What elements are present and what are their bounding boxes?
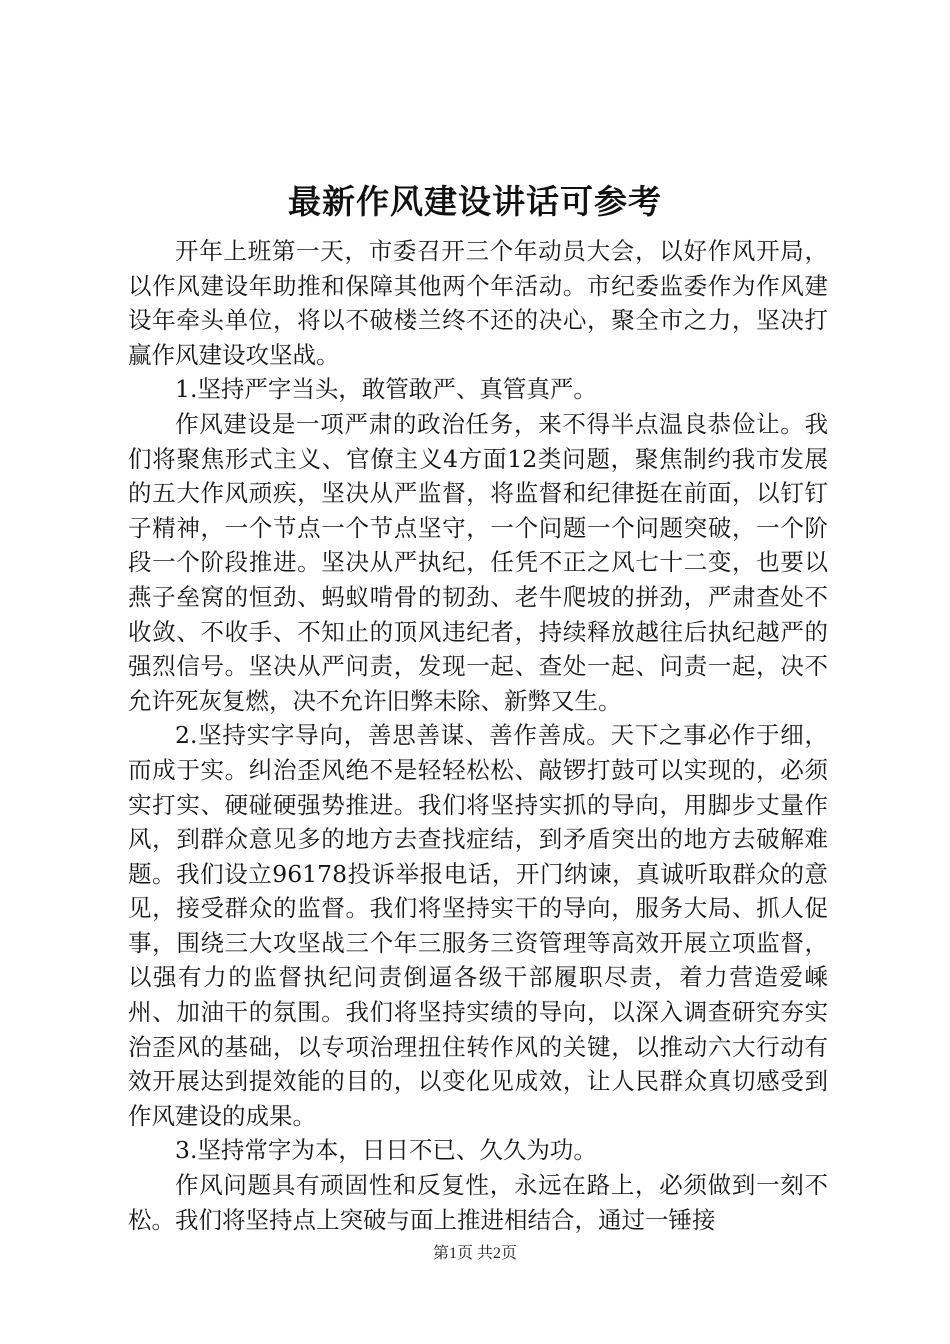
paragraph-section-3: 作风问题具有顽固性和反复性，永远在路上，必须做到一刻不松。我们将坚持点上突破与面上推进相结合，通过一锤接	[128, 1171, 828, 1234]
document-title: 最新作风建设讲话可参考	[288, 182, 662, 221]
paragraph-section-1: 作风建设是一项严肃的政治任务，来不得半点温良恭俭让。我们将聚焦形式主义、官僚主义4方面12类问题，聚焦制约我市发展的五大作风顽疾，坚决从严监督，将监督和纪律挺在前面，以钉钉子精神，一个节点一个节点坚守，一个问题一个问题突破，一个阶段一个阶段推进。坚决从严执纪，任凭不正之风七十二变，也要以燕子垒窝的恒劲、蚂蚁啃骨的韧劲、老牛爬坡的拼劲，严肃查处不收敛、不收手、不知止的顶风违纪者，持续释放越往后执纪越严的强烈信号。坚决从严问责，发现一起、查处一起、问责一起，决不允许死灰复燃，决不允许旧弊未除、新弊又生。	[128, 409, 828, 715]
document-body	[128, 234, 828, 1237]
paragraph-section-2: 2.坚持实字导向，善思善谋、善作善成。天下之事必作于细，而成于实。纠治歪风绝不是轻轻松松、敲锣打鼓可以实现的，必须实打实、硬碰硬强势推进。我们将坚持实抓的导向，用脚步丈量作风，到群众意见多的地方去查找症结，到矛盾突出的地方去破解难题。我们设立96178投诉举报电话，开门纳谏，真诚听取群众的意见，接受群众的监督。我们将坚持实干的导向，服务大局、抓人促事，围绕三大攻坚战三个年三服务三资管理等高效开展立项监督，以强有力的监督执纪问责倒逼各级干部履职尽责，着力营造爱嵊州、加油干的氛围。我们将坚持实绩的导向，以深入调查研究夯实治歪风的基础，以专项治理扭住转作风的关键，以推动六大行动有效开展达到提效能的目的，以变化见成效，让人民群众真切感受到作风建设的成果。	[128, 721, 828, 1130]
paragraph-heading-1: 1.坚持严字当头，敢管敢严、真管真严。	[175, 375, 597, 404]
paragraph-intro: 开年上班第一天，市委召开三个年动员大会，以好作风开局，以作风建设年助推和保障其他两个年活动。市纪委监委作为作风建设年牵头单位，将以不破楼兰终不还的决心，聚全市之力，坚决打赢作风建设攻坚战。	[128, 237, 828, 369]
paragraph-heading-3: 3.坚持常字为本，日日不已、久久为功。	[175, 1136, 597, 1165]
page-number-footer: 第1页 共2页	[432, 1245, 517, 1262]
